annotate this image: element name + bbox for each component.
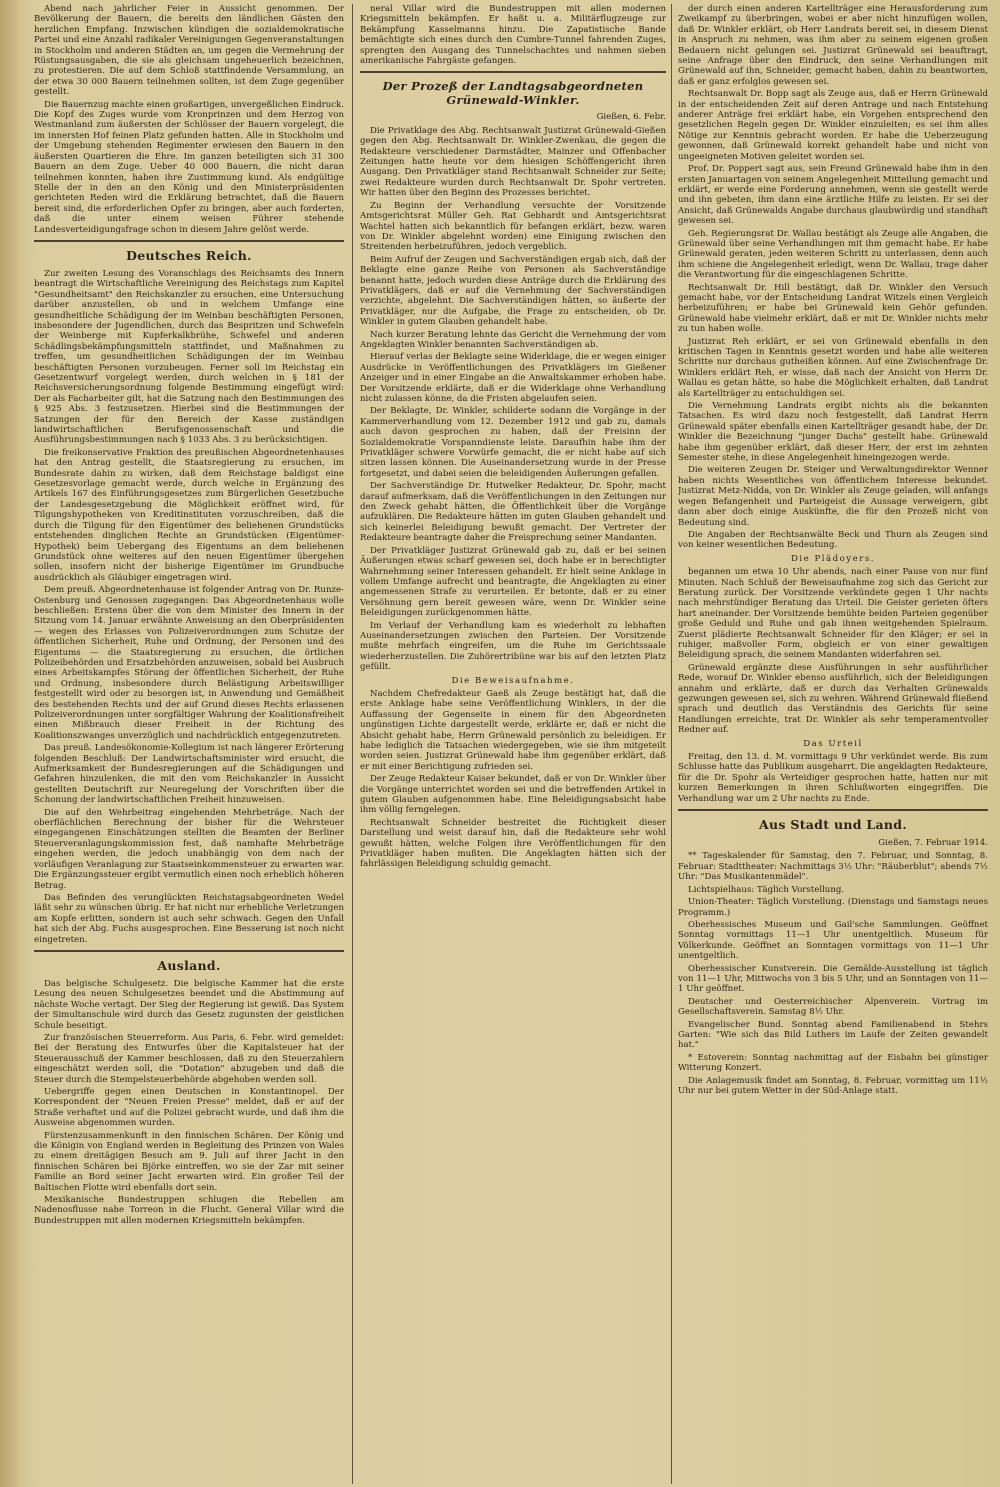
column-1 [34, 4, 344, 1484]
paragraph: Die Anlagemusik findet am Sonntag, 8. Februar, vormittag um 11½ Uhr nur bei gutem Wetter in der Süd-Anlage statt. [678, 1075, 988, 1096]
paragraph: Oberhessisches Museum und Gail'sche Sammlungen. Geöffnet Sonntag vormittags 11—1 Uhr unentgeltlich. Museum für Völkerkunde. Geöffnet an Sonntagen vormittags von 11—1 Uhr unentgeltlich. [678, 919, 988, 962]
paragraph: Fürstenzusammenkunft in den finnischen Schären. Der König und die Königin von England werden in Begleitung des Prinzen von Wales zu einem dreitägigen Besuch am 9. Juli auf ihrer Jacht in den finnischen Schären bei Björke eintreffen, wo sie der Zar mit seiner Familie an Bord seiner Jacht erwarten wird. Ein großer Teil der Baltischen Flotte wird ebenfalls dort sein. [34, 1130, 344, 1193]
paragraph: Der Zeuge Redakteur Kaiser bekundet, daß er von Dr. Winkler über die Vorgänge unterrichtet worden sei und die betreffenden Artikel in gutem Glauben aufgenommen habe. Eine Beleidigungsabsicht habe ihm völlig ferngelegen. [360, 774, 666, 816]
ausland-articles [34, 979, 344, 1226]
paragraph: neral Villar wird die Bundestruppen mit allen modernen Kriegsmitteln bekämpfen. Er haßt u. a. Militärflugzeuge zur Bekämpfung Kasselmanns hinzu. Die Zapatistische Bande bemächtigte sich eines durch den Cumbre-Tunnel fahrenden Zuges, sprengten den Ausgang des Tunnelschachtes und nahmen sieben amerikanische Fahrgäste gefangen. [360, 4, 666, 67]
dateline: Gießen, 7. Februar 1914. [878, 838, 988, 849]
paragraph: Zur zweiten Lesung des Voranschlags des Reichsamts des Innern beantragt die Wirtschaftliche Vereinigung des Reichstags zum Kapitel "Gesundheitsamt" den Reichskanzler zu ersuchen, eine Untersuchung darüber anzustellen, ob und in welchem Umfange eine gesundheitliche Schädigung der im Weinbau beschäftigten Personen, insbesondere der Jugendlichen, durch das Bespritzen und Schwefeln der Weinberge mit Kupferkalkbrühe, Schwefel und anderen Schädlingsbekämpfungsmitteln stattfindet, und Maßnahmen zu treffen, um gesundheitlichen Schädigungen der im Weinbau beschäftigten Personen vorzubeugen. Ferner soll im Reichstag ein Gesetzentwurf vorgelegt werden, durch welchen in § 181 der Reichsversicherungsordnung folgende Bestimmung eingefügt wird: Der als Facharbeiter gilt, hat die Satzung nach den Bestimmungen des § 925 Abs. 3 festzusetzen. Hierbei sind die Bestimmungen der Satzungen der für den Bereich der Kasse zuständigen landwirtschaftlichen Berufsgenossenschaft und die Ausführungsbestimmungen nach § 1033 Abs. 3 zu berücksichtigen. [34, 268, 344, 446]
paragraph: Uebergriffe gegen einen Deutschen in Konstantinopel. Der Korrespondent der "Neuen Freien Presse" meldet, daß er auf der Straße verhaftet und auf die Polizei gebracht wurde, und daß ihm die Ausweise abgenommen wurden. [34, 1087, 344, 1129]
column-rule [352, 4, 353, 1484]
page-fold-shadow [0, 0, 22, 1487]
urteil-article [678, 752, 988, 804]
paragraph: Grünewald ergänzte diese Ausführungen in sehr ausführlicher Rede, worauf Dr. Winkler ebenso ausführlich, sich der Beleidigungen annahm und erklärte, daß er durch das Verhalten Grünewalds gezwungen gewesen sei, sich zu wehren. Während Grünewald fließend sprach und deutlich das Verständnis des Gerichts für seine Handlungen erreichte, trat Dr. Winkler als sehr temperamentvoller Redner auf. [678, 662, 988, 736]
paragraph: Das Befinden des verunglückten Reichstagsabgeordneten Wedel läßt sehr zu wünschen übrig. Er hat nicht nur erhebliche Verletzungen am Kopfe erlitten, sondern ist auch sehr schwach. Gegen den Unfall hat sich der Abg. Fuchs ausgesprochen. Eine Besserung ist noch nicht eingetreten. [34, 892, 344, 945]
paragraph: Oberhessischer Kunstverein. Die Gemälde-Ausstellung ist täglich von 11—1 Uhr, Mittwochs von 3 bis 5 Uhr, und an Sonntagen von 11—1 Uhr geöffnet. [678, 963, 988, 995]
paragraph: Prof. Dr. Poppert sagt aus, sein Freund Grünewald habe ihm in den ersten Januartagen von seinem Angelegenheit Mitteilung gemacht und erklärt, er werde eine Forderung annehmen, wenn sie gestellt werde und ihn gebeten, ihm dann eine ärztliche Hilfe zu leisten. Er sei der Ansicht, daß Grünewalds Angabe durchaus glaubwürdig und standhaft gewesen sei. [678, 164, 988, 227]
section-divider [34, 950, 344, 952]
paragraph: Nach kurzer Beratung lehnte das Gericht die Vernehmung der vom Angeklagten Winkler benannten Sachverständigen ab. [360, 329, 666, 350]
paragraph: Abend nach jahrlicher Feier in Aussicht genommen. Der Bevölkerung der Bauern, die bereits den ländlichen Gästen den herzlichen Empfang. Inzwischen kündigen die sozialdemokratische Partei und eine Anzahl radikaler Vereinigungen Gegenveranstaltungen in Stockholm und anderen Städten an, um gegen die Vermehrung der Rüstungsausgaben, die sie als gleichsam ungeheuerlich bezeichnen, zu protestieren. Die auf dem Schloß stattfindende Versammlung, an der etwa 30 000 Bauern teilnehmen sollten, ist dem Zuge gegenüber gestellt. [34, 4, 344, 98]
stadt-und-land-notices [678, 851, 988, 1096]
paragraph: Der Privatkläger Justizrat Grünewald gab zu, daß er bei seinen Äußerungen etwas scharf gewesen sei, doch habe er in berechtigter Wahrnehmung seiner Interessen gehandelt. Er hielt seine Anklage in vollem Umfange aufrecht und beantragte, die Angeklagten zu einer angemessenen Strafe zu verurteilen. Er betonte, daß er zu einer Versöhnung gern bereit gewesen wäre, wenn Dr. Winkler seine Beleidigungen zurückgenommen hätte. [360, 545, 666, 619]
beweisaufnahme-article [360, 689, 666, 870]
paragraph: Die Angaben der Rechtsanwälte Beck und Thurn als Zeugen sind von keiner wesentlichen Bedeutung. [678, 529, 988, 551]
paragraph: Das preuß. Landesökonomie-Kollegium ist nach längerer Erörterung folgenden Beschluß: Der Landwirtschaftsminister wird ersucht, die Aufmerksamkeit der Bundesregierungen auf die Schädigungen und Gefahren hinzulenken, die mit den vom Reichskanzler in Aussicht gestellten Deutschrift zur Neuregelung der Vorschriften über die Schonung der landwirtschaftlichen Freiheit hinzuweisen. [34, 743, 344, 806]
paragraph: Die Vernehmung Landrats ergibt nichts als die bekannten Tatsachen. Es wird dazu noch festgestellt, daß Landrat Herrn Grünewald später ebenfalls einen Kartellträger gesandt habe, der Dr. Winkler die Bezeichnung "junger Dachs" gestellt habe. Grünewald habe ihm gegenüber erklärt, daß dieser Herr, der erst im zehnten Semester stehe, in diese Angelegenheit hineingezogen werde. [678, 401, 988, 464]
dateline: Gießen, 6. Febr. [596, 112, 666, 123]
paragraph: Union-Theater: Täglich Vorstellung. (Dienstags und Samstags neues Programm.) [678, 897, 988, 918]
paragraph: Die auf den Wehrbeitrag eingehenden Mehrbeträge. Nach der oberflächlichen Berechnung der bisher für die Wehrsteuer eingegangenen Einschätzungen stellten die Beamten der Berliner Steuerveranlagungskommission fest, daß namhafte Mehrbeträge eingehen werden, die jedoch unabhängig von dem nach der vorläufigen Veranlagung zur Staatseinkommensteuer zu erwarten war. Die Ergänzungssteuer ergibt vermutlich einen noch erheblich höheren Betrag. [34, 807, 344, 891]
paragraph: Evangelischer Bund. Sonntag abend Familienabend in Stehrs Garten: "Wie sich das Bild Luthers im Laufe der Zeiten gewandelt hat." [678, 1019, 988, 1051]
sub-heading-beweisaufnahme: Die Beweisaufnahme. [451, 675, 575, 686]
section-heading-prozess: Der Prozeß der Landtagsabgeordneten Grünewald-Winkler. [382, 79, 644, 108]
paragraph: begannen um etwa 10 Uhr abends, nach einer Pause von nur fünf Minuten. Nach Schluß der Beweisaufnahme zog sich das Gericht zur Beratung zurück. Der Vorsitzende verkündete gegen 1 Uhr nachts nach mehrstündiger Beratung das Urteil. Die Geister gerieten öfters hart aneinander. Der Vorsitzende bemühte beiden Parteien gegenüber große Geduld und Ruhe und gab ihnen weitgehenden Spielraum. Zuerst plädierte Rechtsanwalt Schneider für den Kläger; er sei in ruhiger, maßvoller Form, obgleich er von einer gewaltigen Beleidigung sprach, die seinem Mandanten widerfahren sei. [678, 567, 988, 661]
paragraph: Die freikonservative Fraktion des preußischen Abgeordnetenhauses hat den Antrag gestellt, die Staatsregierung zu ersuchen, im Bundesrate dahin zu wirken, daß dem Reichstage baldigst eine Gesetzesvorlage gemacht werde, durch welche in Ergänzung des Artikels 167 des Einführungsgesetzes zum Bürgerlichen Gesetzbuche der Landesgesetzgebung die Möglichkeit eröffnet wird, für Tilgungshypotheken von Kreditinstituten vorzuschreiben, daß die durch die Tilgung für den Eigentümer des beliehenen Grundstücks entstehenden dinglichen Rechte an Grundstücken (Eigentümer-Hypothek) beim Uebergang des Eigentums an dem beliehenen Grundstück ohne weiteres auf den neuen Eigentümer übergehen sollen, insofern nicht der bisherige Eigentümer im Grundbuche ausdrücklich als Gläubiger eingetragen wird. [34, 447, 344, 583]
paragraph: Die Privatklage des Abg. Rechtsanwalt Justizrat Grünewald-Gießen gegen den Abg. Rechtsanwalt Dr. Winkler-Zwenkau, die gegen die Redakteure verschiedener Darmstädter, Mainzer und Offenbacher Zeitungen hatte heute vor dem hiesigen Schöffengericht ihren Ausgang. Den Privatkläger stand Rechtsanwalt Schneider zur Seite; zwei Redakteure wurden durch Rechtsanwalt Dr. Spohr vertreten. Wir hatten über den Beginn des Prozesses berichtet. [360, 125, 666, 199]
paragraph: Nachdem Chefredakteur Gaeß als Zeuge bestätigt hat, daß die erste Anklage habe seine Veröffentlichung Winklers, in der die Auffassung der Gegenseite in einem für den Abgeordneten ungünstigen Lichte dargestellt werde, erklärte er, daß er nicht die Absicht gehabt habe, Herrn Grünewald persönlich zu beleidigen. Er habe lediglich die Tatsachen wiedergegeben, wie sie ihm mitgeteilt worden seien. Justizrat Grünewald habe ihm gegenüber erklärt, daß er mit einer Berichtigung zufrieden sei. [360, 688, 666, 772]
paragraph: ** Tageskalender für Samstag, den 7. Februar, und Sonntag, 8. Februar: Stadttheater: Nachmittags 3½ Uhr: "Räuberblut"; abends 7½ Uhr: "Das Musikantenmädel". [678, 851, 988, 883]
columns [26, 4, 990, 1484]
section-heading-stadt-und-land: Aus Stadt und Land. [759, 817, 907, 833]
column-2 [360, 4, 666, 1484]
sub-heading-urteil: Das Urteil [803, 738, 863, 749]
paragraph: Justizrat Reh erklärt, er sei von Grünewald ebenfalls in den kritischen Tagen in Kenntnis gesetzt worden und habe alle weiteren Schritte nur durchaus gutheißen können. Auf eine Zwischenfrage Dr. Winklers erklärt Reh, er wisse, daß nach der Ansicht von Herrn Dr. Wallau es getan hätte, so habe die Möglichkeit erhalten, daß Landrat als Kartellträger zu entschuldigen sei. [678, 336, 988, 399]
paragraph: Der Sachverständige Dr. Hutwelker Redakteur, Dr. Spohr, macht darauf aufmerksam, daß die Veröffentlichungen in den Zeitungen nur den Zweck gehabt hätten, die Öffentlichkeit über die Vorgänge aufzuklären. Die Redakteure hätten im guten Glauben gehandelt und sich keinerlei Beleidigung bewußt gemacht. Der Vertreter der Redakteure beantragte daher die Freisprechung seiner Mandanten. [360, 481, 666, 544]
paragraph: Hierauf verlas der Beklagte seine Widerklage, die er wegen einiger Ausdrücke in Veröffentlichungen des Privatklägers im Gießener Anzeiger und in einer Eingabe an die Anwaltskammer erhoben habe. Der Vorsitzende erklärte, daß er die Widerklage ohne Verhandlung nicht zulassen könne, da die Fristen abgelaufen seien. [360, 352, 666, 404]
swedish-peasants-article [34, 4, 344, 235]
paragraph: Der Beklagte, Dr. Winkler, schilderte sodann die Vorgänge in der Kammerverhandlung vom 12. Dezember 1912 und gab zu, damals auch davon gesprochen zu haben, daß der Freisinn der Sozialdemokratie Vorspanndienste leiste. Daraufhin habe ihm der Privatkläger schwere Vorwürfe gemacht, die er nicht habe auf sich sitzen lassen können. Die Auseinandersetzung wurde in der Presse fortgesetzt, und dabei seien die beleidigenden Äußerungen gefallen. [360, 406, 666, 479]
section-heading-deutsches-reich: Deutsches Reich. [126, 247, 252, 263]
paragraph: Freitag, den 13. d. M. vormittags 9 Uhr verkündet werde. Bis zum Schlusse hatte das Publikum ausgeharrt. Die angeklagten Redakteure, für die Dr. Spohr als Verteidiger gesprochen hatte, hatten nur mit kurzen Bemerkungen in ihren Schlußworten eingegriffen. Die Verhandlung war um 2 Uhr nachts zu Ende. [678, 752, 988, 804]
prozess-continuation [678, 4, 988, 551]
paragraph: Geh. Regierungsrat Dr. Wallau bestätigt als Zeuge alle Angaben, die Grünewald über seine Verhandlungen mit ihm gemacht habe. Er habe Grünewald geraten, jeden weiteren Schritt zu unterlassen, denn auch ihm schiene die Angelegenheit erledigt, wenn Dr. Wallau, trage daher die Verantwortung für die eingeschlagenen Schritte. [678, 228, 988, 281]
paragraph: Rechtsanwalt Schneider bestreitet die Richtigkeit dieser Darstellung und weist darauf hin, daß die Redakteure sehr wohl gewußt hätten, welche Folgen ihre Veröffentlichungen für den Privatkläger haben mußten. Die Angeklagten hätten sich der fahrlässigen Beleidigung schuldig gemacht. [360, 817, 666, 870]
paragraph: Zur französischen Steuerreform. Aus Paris, 6. Febr. wird gemeldet: Bei der Beratung des Entwurfes über die Kapitalsteuer hat der Steuerausschuß der Kammer beschlossen, daß zu den Steuerzahlern eingeschätzt werden soll, die "Dotation" abzugeben und daß die Steuer durch die Stempelsteuerbehörde abgehoben werden soll. [34, 1032, 344, 1085]
paragraph: Die weiteren Zeugen Dr. Steiger und Verwaltungsdirektor Wenner haben nichts Wesentliches von öffentlichem Interesse bekundet. Justizrat Metz-Nidda, von Dr. Winkler als Zeuge geladen, will anfangs wegen Befangenheit und Parteigeist die Aussage verweigern, gibt dann aber doch einige Auskünfte, die für den Prozeß nicht von Bedeutung sind. [678, 465, 988, 528]
section-divider [360, 71, 666, 73]
paragraph: Beim Aufruf der Zeugen und Sachverständigen ergab sich, daß der Beklagte eine ganze Reihe von Personen als Sachverständige benannt hatte, jedoch wurden diese Anträge durch die Erklärung des Privatklägers, daß er auf die Vernehmung der Sachverständigen verzichte, abgelehnt. Die Sachverständigen hätten, so äußerte der Privatkläger, nur die Aufgabe, die Frage zu entscheiden, ob Dr. Winkler in gutem Glauben gehandelt habe. [360, 254, 666, 328]
paragraph: Das belgische Schulgesetz. Die belgische Kammer hat die erste Lesung des neuen Schulgesetzes beendet und die Abstimmung auf nächste Woche vertagt. Der Sieg der Regierung ist gewiß. Das System der Simultanschule wird durch das Gesetz zugunsten der geistlichen Schule beseitigt. [34, 978, 344, 1031]
paragraph: Zu Beginn der Verhandlung versuchte der Vorsitzende Amtsgerichtsrat Müller Geh. Rat Gebhardt und Amtsgerichtsrat Wachtel hatten sich bekanntlich für befangen erklärt, bezw. waren von Dr. Winkler abgelehnt worden) eine Einigung zwischen den Streitenden herbeizuführen, jedoch vergeblich. [360, 200, 666, 253]
paragraph: Mexikanische Bundestruppen schlugen die Rebellen am Nadenosflusse nahe Torreon in die Flucht. General Villar wird die Bundestruppen mit allen modernen Kriegsmitteln bekämpfen. [34, 1195, 344, 1226]
mexico-continuation [360, 4, 666, 66]
column-rule [671, 4, 672, 1484]
paragraph: * Estoverein: Sonntag nachmittag auf der Eisbahn bei günstiger Witterung Konzert. [678, 1052, 988, 1074]
paragraph: Die Bauernzug machte einen großartigen, unvergeßlichen Eindruck. Die Kopf des Zuges wurde vom Kronprinzen und dem Herzog von Westmanland zum äußersten der Schlösser der Bauern vorgelegt, die im innersten Hof feinen Platz gefunden hatten. Alle in Stockholm und der Umgebung stehenden Regimenter erwiesen den Bauern in den äußersten Quartieren die Ehre. Im ganzen beteiligten sich 31 300 Bauern an dem Zuge. Ueber 40 000 Bauern, die nicht daran teilnehmen konnten, haben ihre Zustimmung kund. Als endgültige Stelle der in den an den König und den Ministerpräsidenten gerichteten Reden wird die Erklärung betrachtet, daß die Bauern bereit sind, die erforderlichen Opfer zu bringen, aber auch forderten, daß die unter einem weisen Führer stehende Landesverteidigungsfrage schon in diesem Jahre gelöst werde. [34, 99, 344, 235]
column-3 [678, 4, 988, 1484]
paragraph: Rechtsanwalt Dr. Bopp sagt als Zeuge aus, daß er Herrn Grünewald in der entscheidenden Zeit auf deren Antrage und nach Entstehung anderer Anträge frei erklärt habe, ein Vorgehen entsprechend den gesetzlichen Regeln gegen Dr. Winkler einzuleiten; es sei ihm alles Nötige zur Kenntnis gebracht worden. Er habe die Ueberzeugung gewonnen, daß Grünewald korrekt gehandelt habe und nicht von ungeeigneten Motiven geleitet worden sei. [678, 89, 988, 162]
plaedoyers-article [678, 567, 988, 736]
section-divider [678, 809, 988, 811]
deutsches-reich-articles [34, 269, 344, 945]
paragraph: Dem preuß. Abgeordnetenhause ist folgender Antrag von Dr. Runze-Ostenburg und Genossen zugegangen: Das Abgeordnetenhaus wolle beschließen: Erstens über die von dem Minister des Innern in der Sitzung vom 14. Januar erwähnte Anweisung an den Oberpräsidenten — wegen des Erlasses von Polizeiverordnungen zum Schutze der öffentlichen Sicherheit, Ruhe und Ordnung, der Personen und des Eigentums — die Staatsregierung zu ersuchen, die örtlichen Polizeibehörden und Ersatzbehörden anzuweisen, sobald bei Ausbruch eines Arbeitskampfes Störung der öffentlichen Sicherheit, der Ruhe und Ordnung, insbesondere durch Belästigung Arbeitswilliger festgestellt wird oder zu besorgen ist, in Anwendung und Gemäßheit des bestehenden Rechts und der auf Grund dieses Rechts erlassenen Polizeiverordnungen unter sorgfältiger Wahrung der Koalitionsfreiheit einen Mißbrauch dieser Freiheit in der Richtung des Koalitionszwanges unverzüglich und nachdrücklich entgegenzutreten. [34, 585, 344, 741]
section-heading-ausland: Ausland. [157, 957, 221, 973]
paragraph: Lichtspielhaus: Täglich Vorstellung. [688, 884, 845, 895]
sub-heading-plaedoyers: Die Plädoyers. [791, 553, 875, 564]
paragraph: Im Verlauf der Verhandlung kam es wiederholt zu lebhaften Auseinandersetzungen zwischen den Parteien. Der Vorsitzende mußte mehrfach eingreifen, um die Ruhe im Gerichtssaale wiederherzustellen. Die Zuhörertribüne war bis auf den letzten Platz gefüllt. [360, 620, 666, 673]
section-divider [34, 240, 344, 242]
prozess-article [360, 126, 666, 673]
paragraph: Rechtsanwalt Dr. Hill bestätigt, daß Dr. Winkler den Versuch gemacht habe, vor der Entscheidung Landrat Witzels einen Vergleich herbeizuführen; er habe bei Grünewald kein Gehör gefunden. Grünewald habe vielmehr erklärt, daß er mit Dr. Winkler nichts mehr zu tun haben wolle. [678, 282, 988, 335]
paragraph: Deutscher und Oesterreichischer Alpenverein. Vortrag im Gesellschaftsverein. Samstag 8½ Uhr. [678, 996, 988, 1018]
paragraph: der durch einen anderen Kartellträger eine Herausforderung zum Zweikampf zu überbringen, wobei er aber nicht hinzufügen wollen, daß Dr. Winkler erklärt, ob Herr Landrats bereit sei, in diesem Dienst in Anspruch zu nehmen, was ihm aber zu seinem eigenen großen Bedauern nicht gelungen sei. Justizrat Grünewald sei beauftragt, seine Anfrage über den Eindruck, den seine Verhandlungen mit Grünewald auf ihn, Schneider, gemacht haben, dahin zu beantworten, daß er ganz erfolglos gewesen sei. [678, 4, 988, 87]
